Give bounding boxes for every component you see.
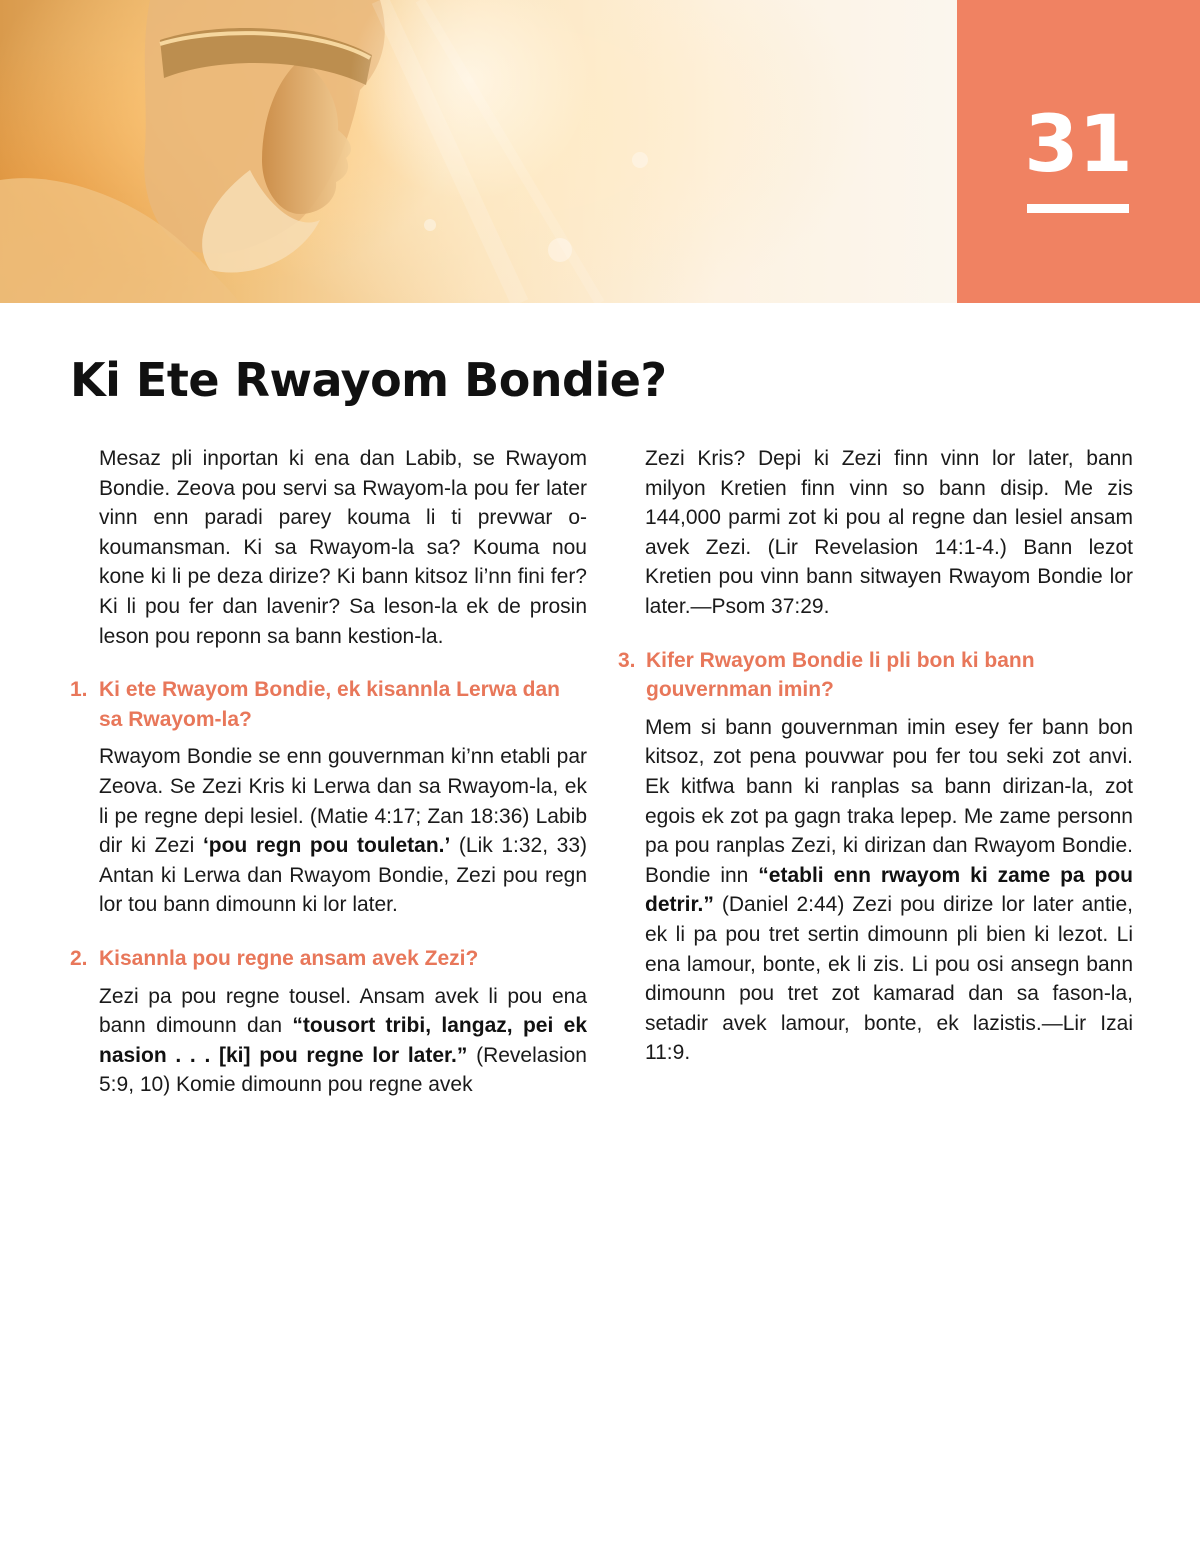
question-2 [70, 944, 587, 974]
answer-1-text-a: Rwayom Bondie se enn gouvernman ki’nn etabli par Zeova. Se Zezi Kris ki Lerwa dan sa Rwayom-la, ek li pe regne depi lesiel. (Matie 4:17; Zan 18:36) Labib dir ki Zezi [99, 745, 587, 858]
answer-2-quote: “tousort tribi, langaz, pei ek nasion . . . [ki] pou regne lor later.” [99, 1014, 587, 1067]
question-1-number: 1. [70, 678, 88, 702]
question-3-text: Kifer Rwayom Bondie li pli bon ki bann gouvernman imin? [646, 648, 1035, 702]
chapter-underline [1027, 204, 1129, 213]
answer-2-continuation: Zezi Kris? Depi ki Zezi finn vinn lor later, bann milyon Kretien finn vinn so bann disip. Me zis 144,000 parmi zot ki pou al regne dan lesiel ansam avek Zezi. (Lir Revelasion 14:1-4.) Bann lezot Kretien pou vinn bann sitwayen Rwayom Bondie lor later.—Psom 37:29. [645, 447, 1133, 618]
left-column [70, 444, 587, 1100]
right-column [618, 444, 1133, 1068]
question-1 [70, 675, 587, 734]
answer-1-paragraph [70, 742, 587, 920]
answer-1-quote: ‘pou regn pou touletan.’ [202, 834, 451, 858]
answer-2-text-a: Zezi pa pou regne tousel. Ansam avek li pou ena bann dimounn dan [99, 984, 587, 1038]
answer-3-paragraph [618, 713, 1133, 1068]
answer-2-text-b: (Revelasion 5:9, 10) Komie dimounn pou regne avek [99, 1043, 587, 1097]
chapter-badge [957, 0, 1200, 303]
question-2-number: 2. [70, 946, 88, 970]
answer-3-text-a: Mem si bann gouvernman imin esey fer bann bon kitsoz, zot pena pouvwar pou fer tou seki zot anvi. Ek kitfwa bann ki ranplas sa bann dirizan-la, zot egois ek zot pa gagn traka lepep. Me zame personn pa pou ranplas Zezi, ki dirizan dan Rwayom Bondie. Bondie inn [645, 715, 1133, 887]
chapter-number: 31 [1024, 100, 1133, 190]
question-3-number: 3. [618, 648, 636, 672]
page-title: Ki Ete Rwayom Bondie? [70, 353, 667, 407]
answer-3-quote: “etabli enn rwayom ki zame pa pou detrir.” [645, 863, 1133, 917]
question-2-text: Kisannla pou regne ansam avek Zezi? [99, 946, 479, 970]
answer-1-text-b: (Lik 1:32, 33) Antan ki Lerwa dan Rwayom Bondie, Zezi pou regn lor tou bann dimounn ki lor later. [99, 834, 587, 917]
question-3 [618, 646, 1133, 705]
intro-paragraph: Mesaz pli inportan ki ena dan Labib, se Rwayom Bondie. Zeova pou servi sa Rwayom-la pou fer later vinn enn paradi parey kouma li ti prevwar o-koumansman. Ki sa Rwayom-la sa? Kouma nou kone ki li pe deza dirize? Ki bann kitsoz li’nn fini fer? Ki li pou fer dan lavenir? Sa leson-la ek de prosin leson pou reponn sa bann kestion-la. [99, 447, 587, 648]
king-figure-illustration [0, 0, 957, 303]
question-1-text: Ki ete Rwayom Bondie, ek kisannla Lerwa dan sa Rwayom-la? [99, 678, 560, 731]
header-image [0, 0, 957, 303]
answer-3-text-b: (Daniel 2:44) Zezi pou dirize lor later antie, ek li pa pou tret sertin dimounn pli bien ki lezot. Li ena lamour, bonte, ek li zis. Li pou osi ansegn bann dimounn pou tret zot kamarad dan sa fason-la, setadir avek lamour, bonte, ek lazistis.—Lir Izai 11:9. [645, 893, 1133, 1065]
answer-2-paragraph [70, 982, 587, 1100]
